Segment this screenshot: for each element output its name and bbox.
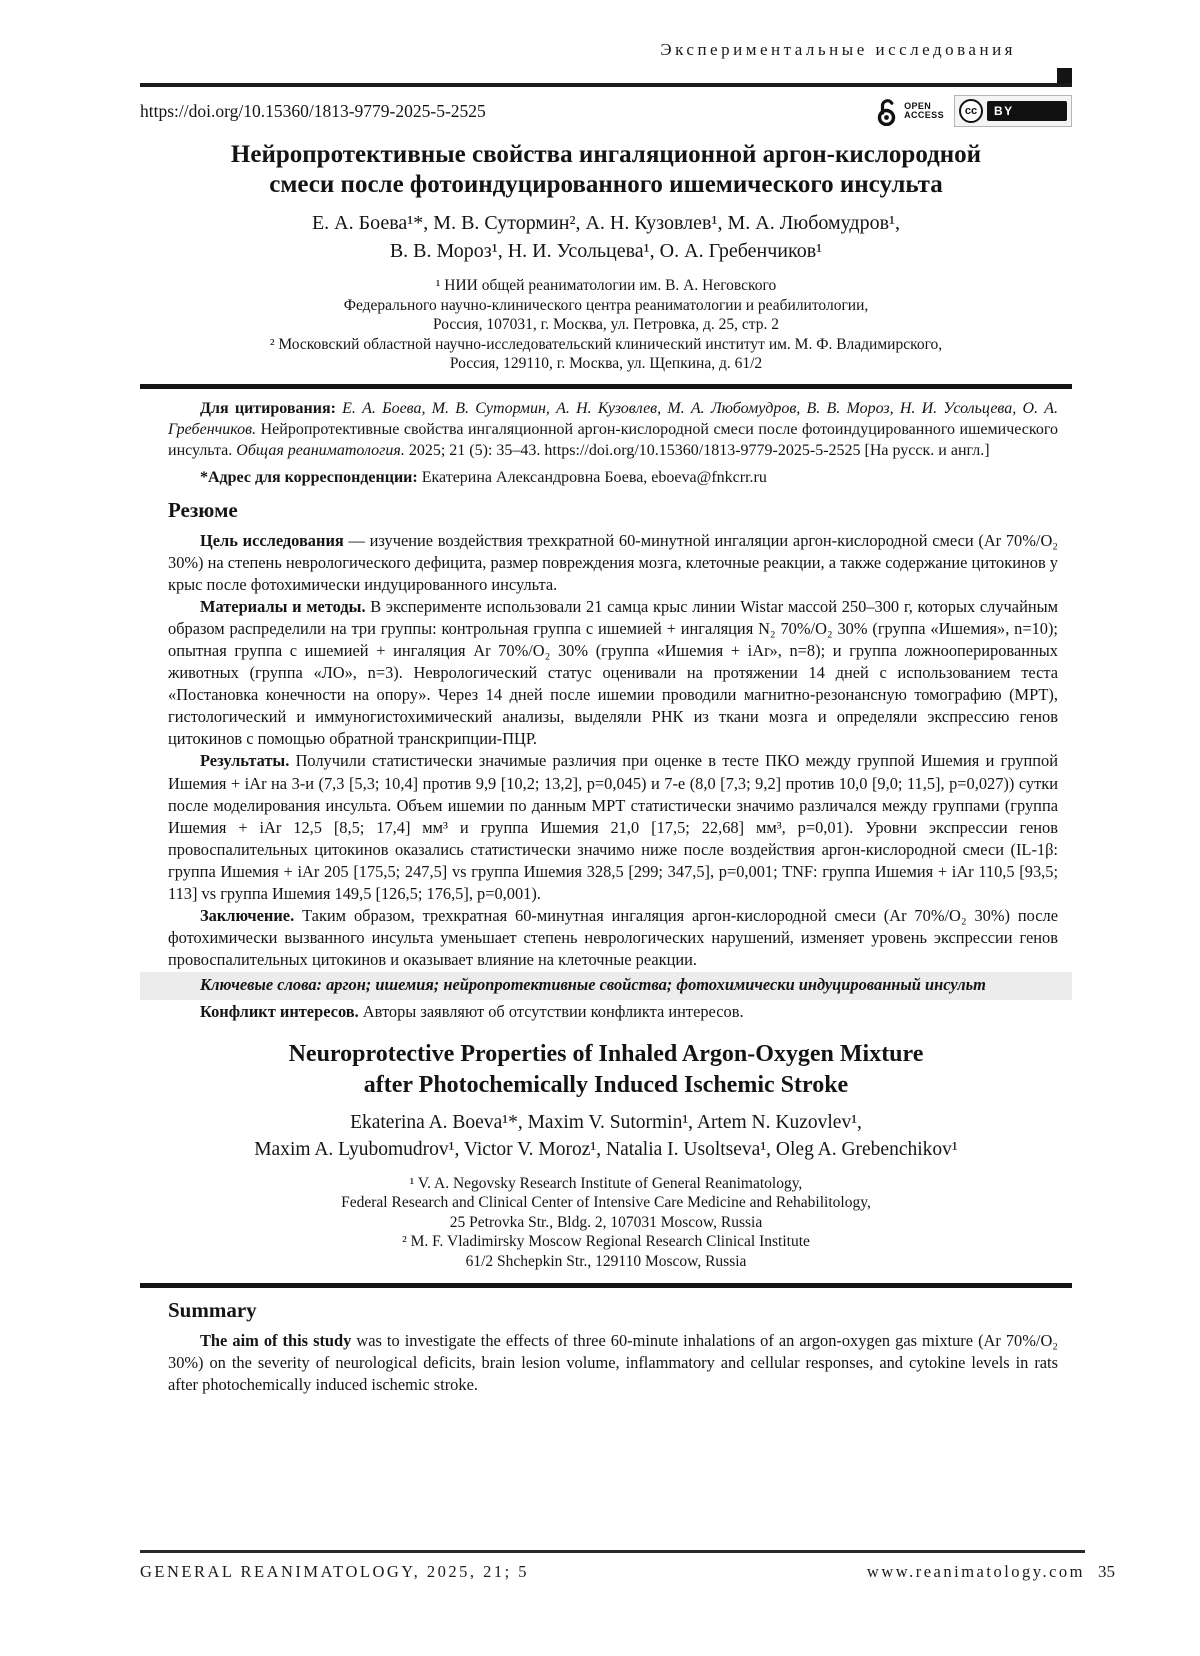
abstract-methods-paragraph: Материалы и методы. В эксперименте использовали 21 самца крыс линии Wistar массой 250–300 г, которых случайным образом распределили на три группы: контрольная группа с ишемией + ингаляция N₂ 70%/O₂ 30% (группа «Ишемия», n=10); опытная группа с ишемией + ингаляция Ar 70%/O₂ 30% (группа «Ишемия + iAr», n=8); и группа ложнооперированных животных (группа «ЛО», n=3). Неврологический статус оценивали на протяжении 14 дней с использованием теста «Постановка конечности на опору». Через 14 дней после ишемии проводили магнитно-резонансную томографию (МРТ), гистологический и иммуногистохимический анализы, выделяли РНК из ткани мозга и определяли экспрессию генов цитокинов с помощью обратной транскрипции-ПЦР. xyxy=(168,596,1058,749)
abstract-results-paragraph: Результаты. Получили статистически значимые различия при оценке в тесте ПКО между группой Ишемия и группой Ишемия + iAr на 3-и (7,3 [5,3; 10,4] против 9,9 [10,2; 13,2], p=0,045) и 7-е (8,0 [7,3; 9,2] против 10,0 [9,0; 11,5], p=0,027)) сутки после моделирования инсульта. Объем ишемии по данным МРТ статистически значимо различался между группами (группа Ишемия + iAr 12,5 [8,5; 17,4] мм³ и группа Ишемия 21,0 [17,5; 22,68] мм³, p=0,01). Уровни экспрессии генов провоспалительных цитокинов оказались статистически значимо ниже после воздействия аргон-кислородной смеси (IL-1β: группа Ишемия + iAr 205 [175,5; 247,5] vs группа Ишемия 328,5 [299; 347,5], p=0,001; TNF: группа Ишемия + iAr 110,5 [93,5; 113] vs группа Ишемия 149,5 [126,5; 176,5], p=0,001). xyxy=(168,751,1059,903)
open-access-line1: OPEN xyxy=(904,101,932,111)
footer-journal-label: GENERAL REANIMATOLOGY, 2025, 21; 5 xyxy=(140,1562,530,1581)
footer-rule xyxy=(140,1550,1085,1553)
conflict-of-interest-line: Конфликт интересов. Авторы заявляют об отсутствии конфликта интересов. xyxy=(200,1002,744,1022)
authors-en-line1: Ekaterina A. Boeva¹*, Maxim V. Sutormin¹, Artem N. Kuzovlev¹, xyxy=(350,1111,862,1133)
authors-en-line2: Maxim A. Lyubomudrov¹, Victor V. Moroz¹, Natalia I. Usoltseva¹, Oleg A. Grebenchikov¹ xyxy=(254,1138,958,1160)
authors-en xyxy=(140,1109,1072,1163)
cc-by-badge[interactable] xyxy=(954,95,1072,127)
open-access-badge[interactable] xyxy=(875,96,944,126)
page-footer xyxy=(140,1540,1140,1582)
doi-row xyxy=(140,95,1072,127)
affiliation-en-line: ² M. F. Vladimirsky Moscow Regional Research Clinical Institute xyxy=(402,1233,810,1251)
abstract-heading-ru: Резюме xyxy=(168,497,238,522)
affiliations-ru xyxy=(140,276,1072,374)
article-title-en xyxy=(140,1039,1072,1101)
abstract-conclusion-paragraph: Заключение. Таким образом, трехкратная 60-минутная ингаляция аргон-кислородной смеси (Ar 70%/O₂ 30%) после фотохимически вызванного инсульта уменьшает степень неврологических нарушений, изменяет уровень экспрессии генов провоспалительных цитокинов и оказывает влияние на клеточные реакции. xyxy=(168,906,1058,970)
keywords-block: Ключевые слова: аргон; ишемия; нейропротективные свойства; фотохимически индуцированный инсульт xyxy=(140,972,1072,1000)
cc-by-label: BY xyxy=(987,101,1067,121)
authors-ru-line2: В. В. Мороз¹, Н. И. Усольцева¹, О. А. Гребенчиков¹ xyxy=(389,240,823,262)
citation-paragraph: Для цитирования: Е. А. Боева, М. В. Сутормин, А. Н. Кузовлев, М. А. Любомудров, В. В. Мороз, Н. И. Усольцева, О. А. Гребенчиков. Нейропротективные свойства ингаляционной аргон-кислородной смеси после фотоиндуцированного ишемического инсульта. Общая реаниматология. 2025; 21 (5): 35–43. https://doi.org/10.15360/1813-9779-2025-5-2525 [На русск. и англ.] xyxy=(168,399,1059,459)
abstract-aim-paragraph: Цель исследования — изучение воздействия трехкратной 60-минутной ингаляции аргон-кислородной смеси (Ar 70%/O₂ 30%) на степень неврологического дефицита, размер повреждения мозга, клеточные реакции, а также содержание цитокинов у крыс после фотохимически индуцированного инсульта. xyxy=(168,530,1059,594)
divider-rule xyxy=(140,1283,1072,1288)
affiliation-ru-line: ² Московский областной научно-исследовательский клинический институт им. М. Ф. Владимирского, xyxy=(269,335,943,353)
affiliation-ru-line: Россия, 129110, г. Москва, ул. Щепкина, д. 61/2 xyxy=(449,355,763,372)
affiliation-ru-line: Федерального научно-клинического центра реаниматологии и реабилитологии, xyxy=(343,296,869,314)
doi-link[interactable]: https://doi.org/10.15360/1813-9779-2025-5-2525 xyxy=(140,100,486,121)
cc-icon: cc xyxy=(959,99,983,123)
authors-ru xyxy=(140,209,1072,265)
affiliation-en-line: Federal Research and Clinical Center of Intensive Care Medicine and Rehabilitology, xyxy=(341,1194,871,1212)
article-title-en-line1: Neuroprotective Properties of Inhaled Argon-Oxygen Mixture xyxy=(288,1040,924,1067)
article-title-en-line2: after Photochemically Induced Ischemic Stroke xyxy=(363,1071,849,1098)
affiliation-en-line: ¹ V. A. Negovsky Research Institute of General Reanimatology, xyxy=(409,1174,803,1192)
header-rule xyxy=(140,68,1072,87)
license-badges xyxy=(875,95,1072,127)
article-title-ru xyxy=(140,140,1072,200)
authors-ru-line1: Е. А. Боева¹*, М. В. Сутормин², А. Н. Кузовлев¹, М. А. Любомудров¹, xyxy=(311,212,901,234)
summary-heading-en: Summary xyxy=(168,1298,257,1323)
affiliation-ru-line: ¹ НИИ общей реаниматологии им. В. А. Неговского xyxy=(435,277,777,294)
affiliation-ru-line: Россия, 107031, г. Москва, ул. Петровка, д. 25, стр. 2 xyxy=(433,316,779,333)
open-access-line2: ACCESS xyxy=(904,110,944,120)
journal-section-label: Экспериментальные исследования xyxy=(660,40,1016,59)
footer-website-link[interactable]: www.reanimatology.com xyxy=(866,1562,1085,1581)
article-title-ru-line1: Нейропротективные свойства ингаляционной аргон-кислородной xyxy=(230,141,982,168)
affiliation-en-line: 61/2 Shchepkin Str., 129110 Moscow, Russia xyxy=(465,1252,747,1270)
affiliation-en-line: 25 Petrovka Str., Bldg. 2, 107031 Moscow, Russia xyxy=(449,1213,763,1231)
page-number: 35 xyxy=(1098,1562,1115,1581)
article-page xyxy=(140,40,1072,1396)
open-access-lock-icon xyxy=(875,96,899,126)
header-rule-square xyxy=(1057,68,1072,83)
open-access-label xyxy=(904,102,944,120)
summary-aim-paragraph: The aim of this study was to investigate the effects of three 60-minute inhalations of an argon-oxygen gas mixture (Ar 70%/O₂ 30%) on the severity of neurological deficits, brain lesion volume, inflammatory and cellular responses, and cytokine levels in rats after photochemically induced ischemic stroke. xyxy=(168,1331,1059,1395)
affiliations-en xyxy=(140,1174,1072,1272)
correspondence-line: *Адрес для корреспонденции: Екатерина Александровна Боева, eboeva@fnkcrr.ru xyxy=(200,468,767,486)
divider-rule xyxy=(140,384,1072,389)
article-title-ru-line2: смеси после фотоиндуцированного ишемического инсульта xyxy=(269,171,943,198)
